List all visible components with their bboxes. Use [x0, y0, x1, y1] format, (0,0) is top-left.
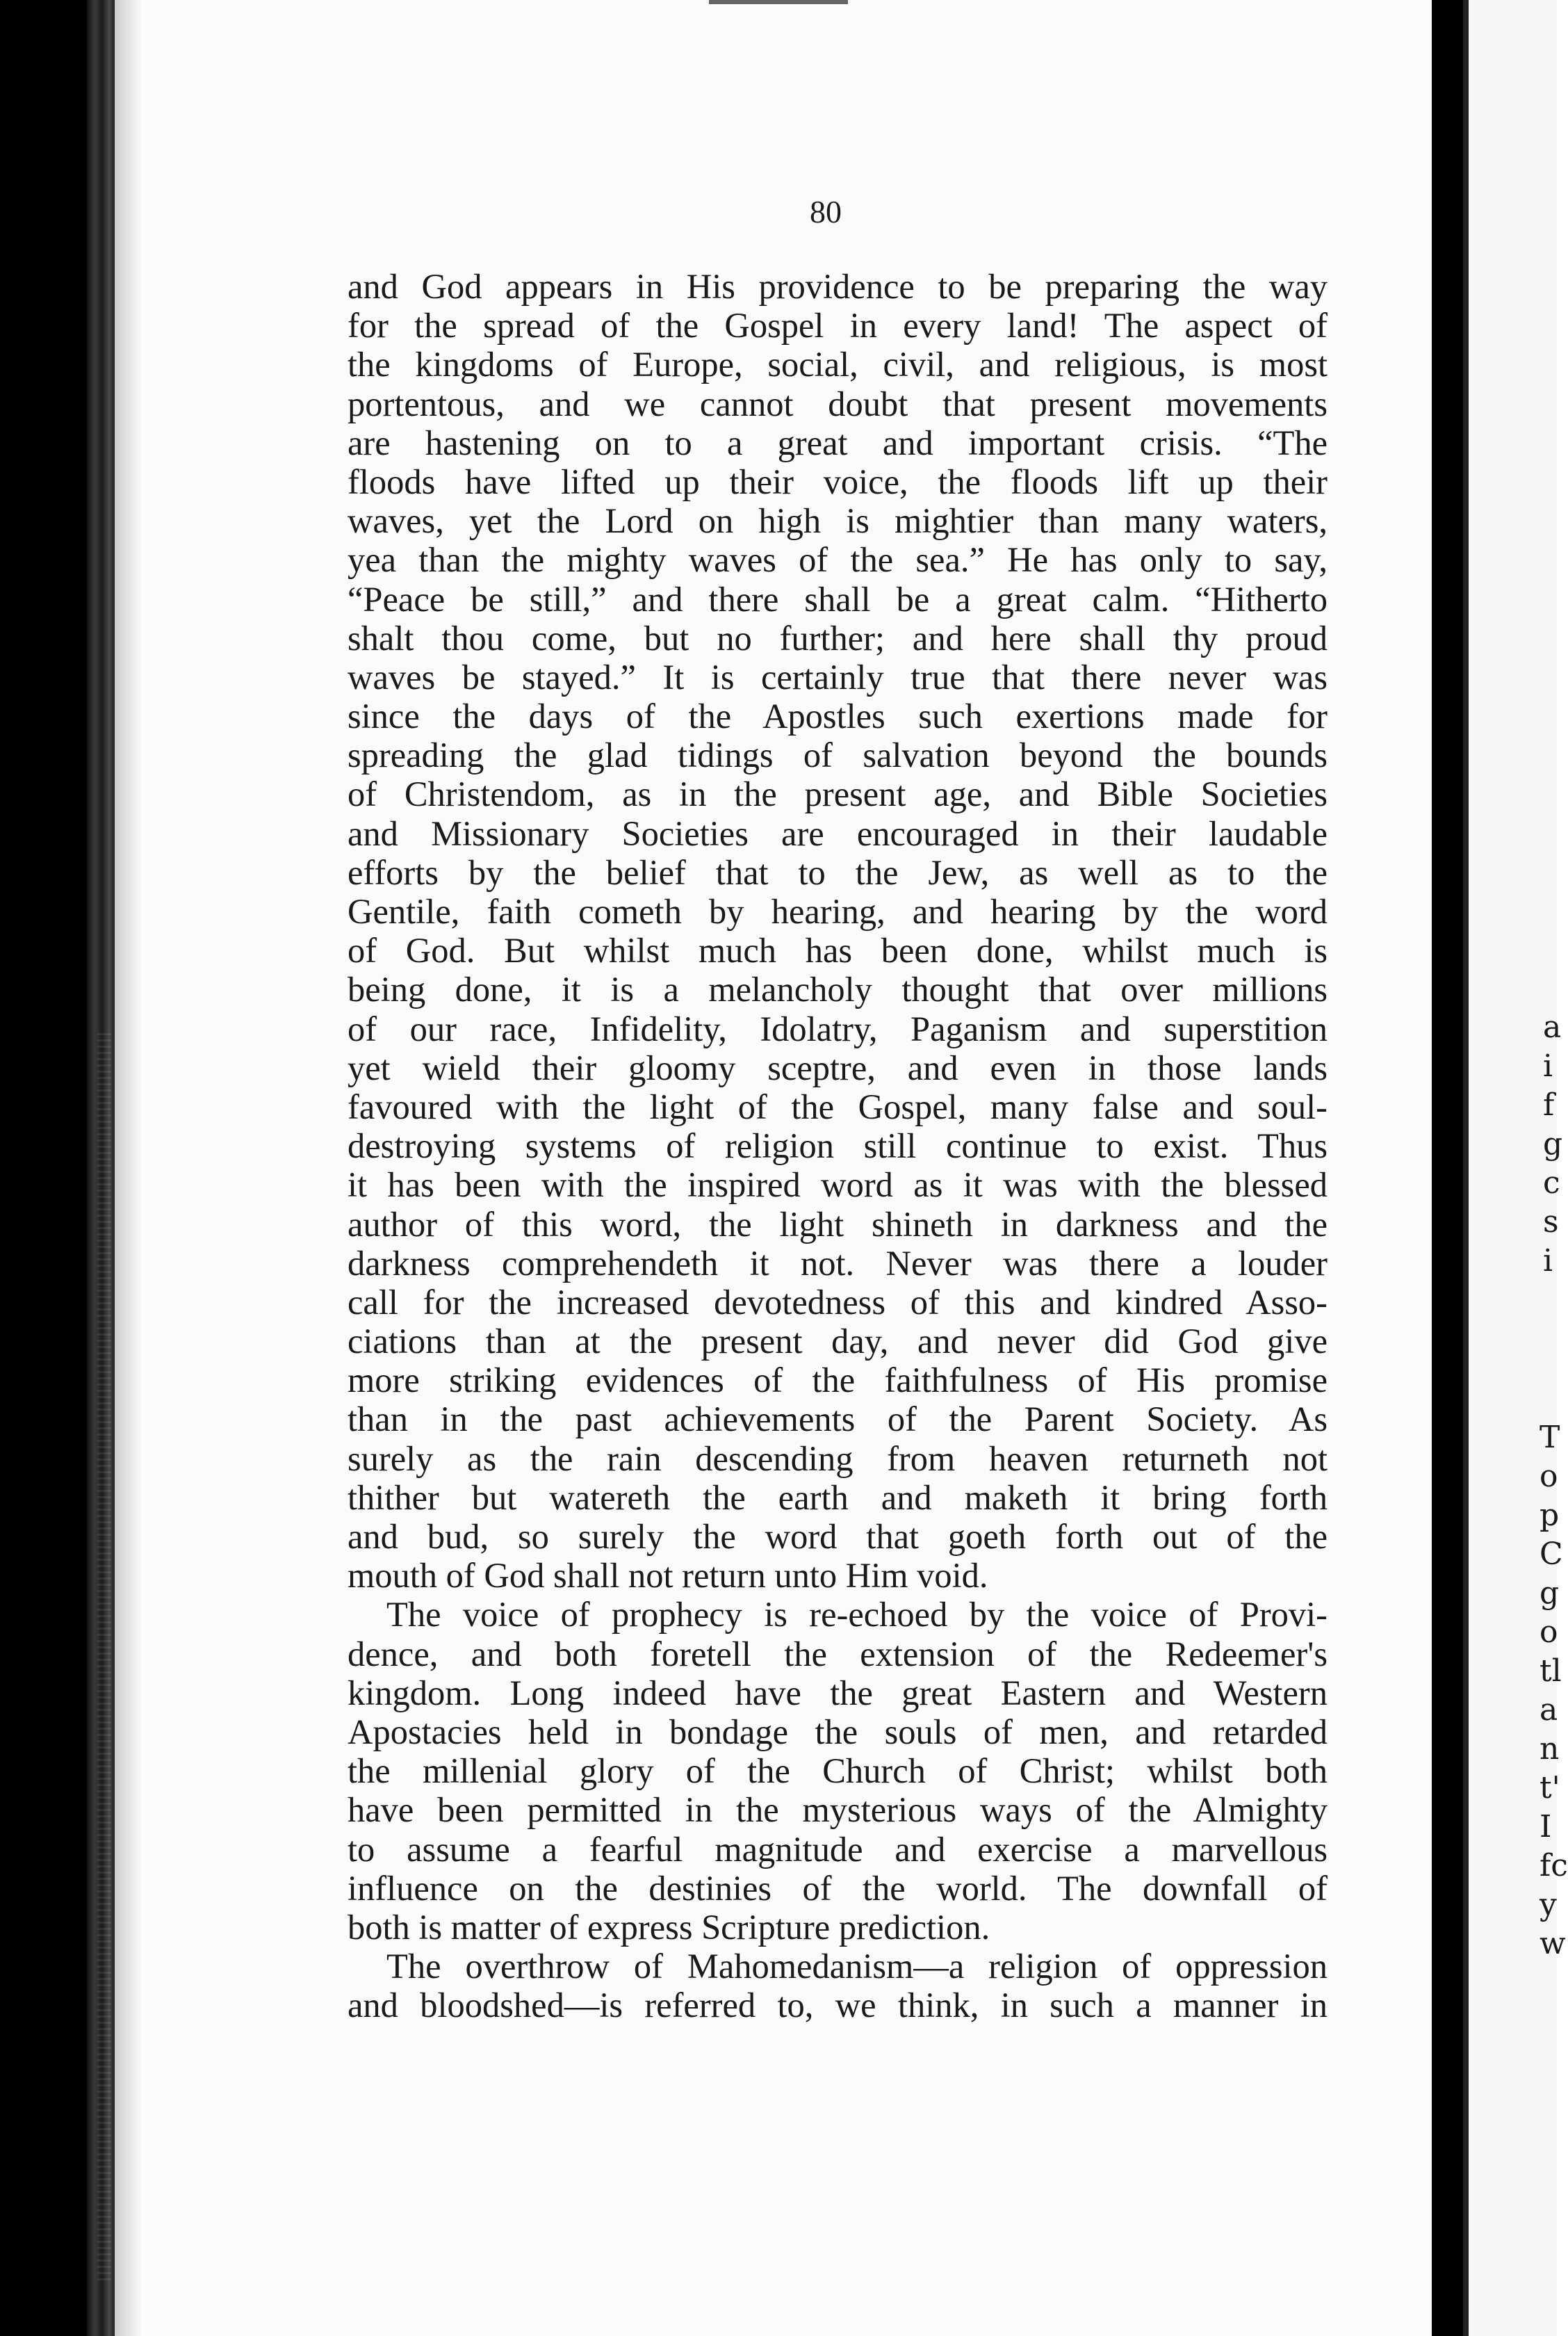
text-line: more striking evidences of the faithfulness of His promise: [348, 1361, 1328, 1400]
facing-page-fragments-lower: [1540, 1418, 1568, 1963]
fragment: w: [1540, 1926, 1566, 1961]
text-line: of God. But whilst much has been done, whilst much is: [348, 931, 1328, 971]
fragment: tl: [1540, 1653, 1562, 1689]
fragment: a: [1543, 1009, 1562, 1045]
top-edge-mark: [709, 0, 848, 4]
text-line: waves be stayed.” It is certainly true that there never was: [348, 657, 1328, 697]
fragment: C: [1540, 1536, 1563, 1572]
text-line: destroying systems of religion still continue to exist. Thus: [348, 1126, 1328, 1166]
text-line: The overthrow of Mahomedanism—a religion of oppression: [386, 1947, 1328, 1986]
text-line: efforts by the belief that to the Jew, as well as to the: [348, 852, 1328, 892]
fragment: a: [1540, 1692, 1558, 1728]
text-line: of our race, Infidelity, Idolatry, Paganism and superstition: [348, 1009, 1328, 1048]
text-line: are hastening on to a great and important crisis. “The: [348, 423, 1328, 462]
text-line: Apostacies held in bondage the souls of men, and retarded: [348, 1712, 1328, 1751]
text-line: “Peace be still,” and there shall be a great calm. “Hitherto: [348, 579, 1328, 619]
text-line: and Missionary Societies are encouraged in their laudable: [348, 813, 1328, 853]
fragment: i: [1543, 1048, 1553, 1084]
text-line: have been permitted in the mysterious ways of the Almighty: [348, 1790, 1328, 1830]
text-line: it has been with the inspired word as it was with the blessed: [348, 1165, 1328, 1205]
facing-page-border: [1463, 0, 1469, 2336]
text-line: since the days of the Apostles such exertions made for: [348, 697, 1328, 736]
text-line: being done, it is a melancholy thought that over millions: [348, 970, 1328, 1009]
text-line: The voice of prophecy is re-echoed by the voice of Provi-: [386, 1595, 1328, 1635]
fragment: f: [1543, 1087, 1555, 1123]
fragment: o: [1540, 1459, 1558, 1494]
text-line: and bloodshed—is referred to, we think, in such a manner in: [348, 1986, 1328, 2025]
text-line: surely as the rain descending from heaven returneth not: [348, 1438, 1328, 1478]
text-line: shalt thou come, but no further; and here shall thy proud: [348, 618, 1328, 658]
text-line: yet wield their gloomy sceptre, and even in those lands: [348, 1048, 1328, 1087]
text-line: yea than the mighty waves of the sea.” He has only to say,: [348, 540, 1328, 580]
fragment: t': [1540, 1770, 1560, 1806]
text-line: author of this word, the light shineth in darkness and the: [348, 1204, 1328, 1244]
left-scan-margin: [0, 0, 87, 2336]
text-line: and bud, so surely the word that goeth forth out of the: [348, 1517, 1328, 1556]
facing-page-fragments-upper: [1543, 1008, 1562, 1281]
text-line: than in the past achievements of the Parent Society. As: [348, 1400, 1328, 1439]
text-line: the millenial glory of the Church of Christ; whilst both: [348, 1751, 1328, 1791]
page-edge-texture: [97, 1029, 111, 2280]
fragment: I: [1540, 1809, 1552, 1844]
text-line: ciations than at the present day, and never did God give: [348, 1322, 1328, 1361]
fragment: s: [1543, 1204, 1559, 1240]
text-line: call for the increased devotedness of this and kindred Asso-: [348, 1282, 1328, 1322]
text-line: waves, yet the Lord on high is mightier than many waters,: [348, 501, 1328, 541]
text-line: and God appears in His providence to be preparing the way: [348, 267, 1328, 306]
text-line: both is matter of express Scripture prediction.: [348, 1907, 990, 1947]
right-scan-gutter: [1432, 0, 1463, 2336]
fragment: T: [1540, 1420, 1560, 1455]
text-line: favoured with the light of the Gospel, many false and soul-: [348, 1087, 1328, 1126]
fragment: g: [1540, 1575, 1560, 1611]
fragment: o: [1540, 1614, 1558, 1650]
text-line: spreading the glad tidings of salvation beyond the bounds: [348, 736, 1328, 775]
text-line: the kingdoms of Europe, social, civil, and religious, is most: [348, 345, 1328, 384]
text-line: of Christendom, as in the present age, and Bible Societies: [348, 774, 1328, 814]
fragment: g: [1543, 1126, 1563, 1162]
text-line: portentous, and we cannot doubt that present movements: [348, 384, 1328, 423]
text-line: for the spread of the Gospel in every land! The aspect of: [348, 306, 1328, 346]
text-line: thither but watereth the earth and maketh it bring forth: [348, 1477, 1328, 1517]
text-line: darkness comprehendeth it not. Never was there a louder: [348, 1243, 1328, 1283]
page-gutter-shadow: [115, 0, 142, 2336]
text-line: dence, and both foretell the extension of the Redeemer's: [348, 1634, 1328, 1673]
page-number: 80: [810, 194, 842, 229]
fragment: p: [1540, 1498, 1560, 1533]
fragment: c: [1543, 1165, 1560, 1201]
fragment: n: [1540, 1731, 1560, 1767]
fragment: y: [1540, 1887, 1557, 1922]
facing-page-edge: [1463, 0, 1568, 2336]
text-line: Gentile, faith cometh by hearing, and hearing by the word: [348, 892, 1328, 931]
text-line: to assume a fearful magnitude and exercise a marvellous: [348, 1829, 1328, 1869]
body-text: [348, 267, 1328, 2025]
text-line: kingdom. Long indeed have the great Eastern and Western: [348, 1673, 1328, 1712]
fragment: fc: [1540, 1848, 1568, 1883]
text-line: influence on the destinies of the world. The downfall of: [348, 1868, 1328, 1908]
fragment: i: [1543, 1243, 1553, 1279]
text-line: mouth of God shall not return unto Him void.: [348, 1556, 988, 1596]
text-line: floods have lifted up their voice, the floods lift up their: [348, 462, 1328, 501]
